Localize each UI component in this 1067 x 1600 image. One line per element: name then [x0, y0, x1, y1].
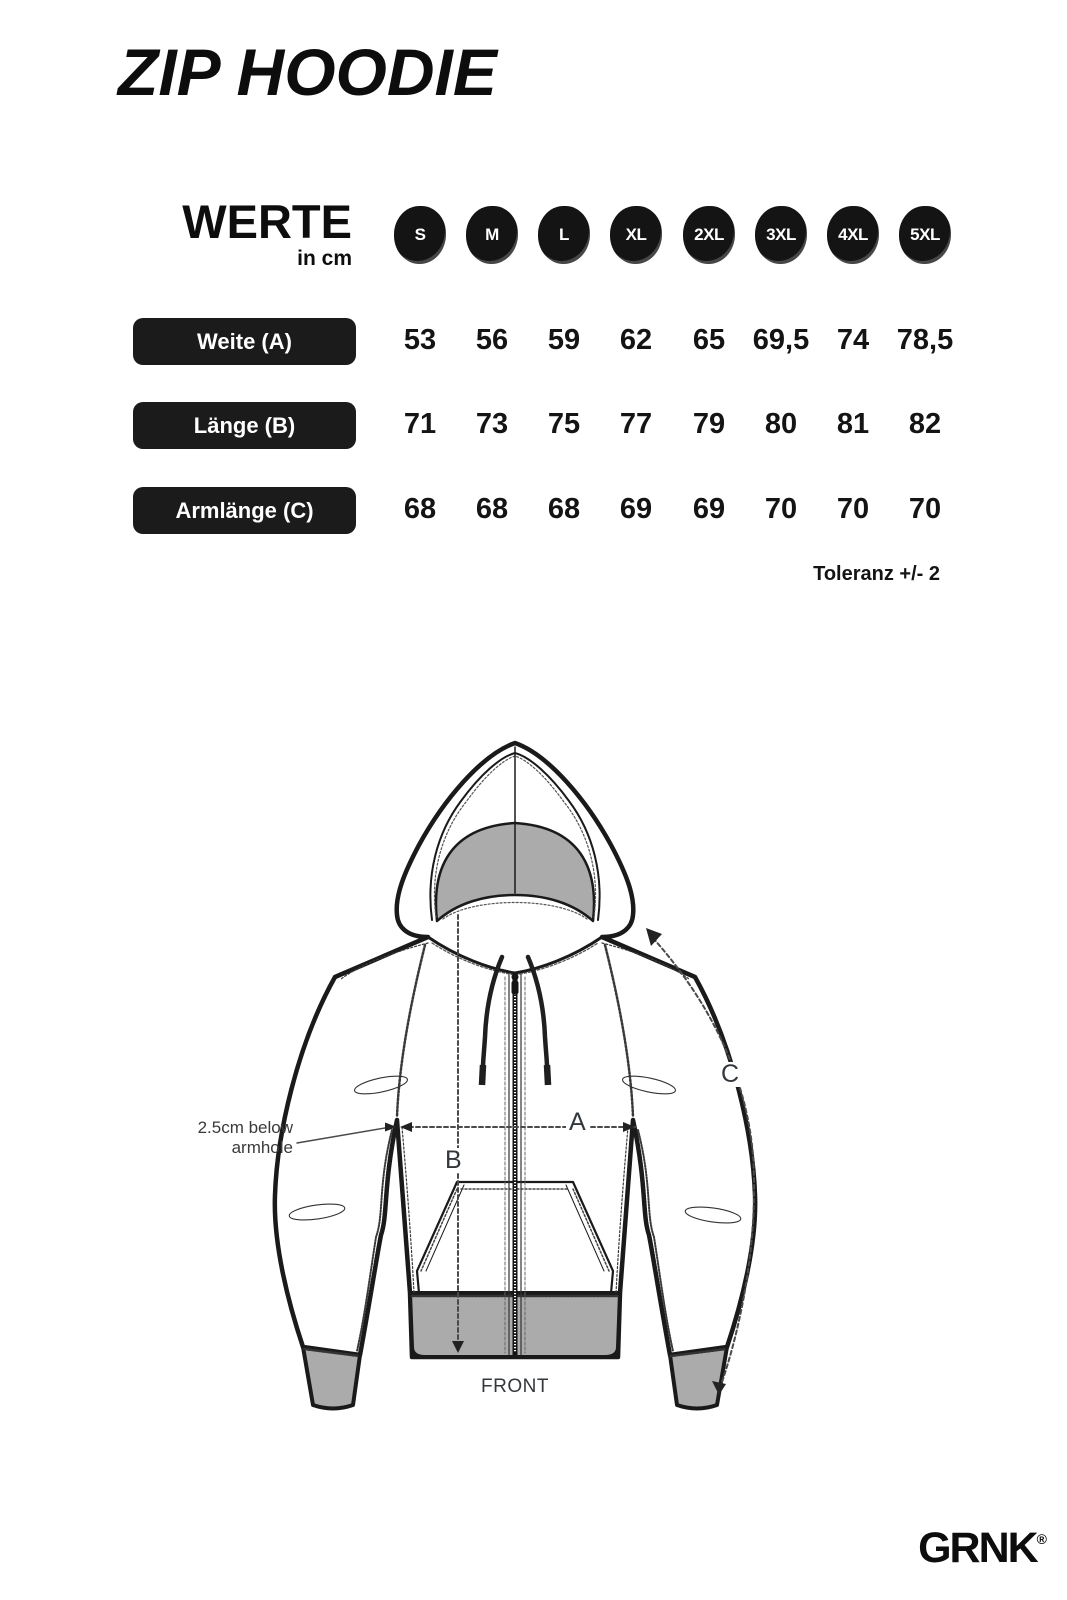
- measure-label-a: A: [566, 1110, 589, 1135]
- size-value: 75: [547, 408, 581, 440]
- size-badge-3xl: 3XL: [755, 206, 807, 264]
- hoodie-diagram: [185, 715, 845, 1415]
- size-value: 69,5: [752, 324, 810, 356]
- size-value: 68: [547, 493, 581, 525]
- size-value: 71: [403, 408, 437, 440]
- size-value: 69: [619, 493, 653, 525]
- size-badge-5xl: 5XL: [899, 206, 951, 264]
- registered-mark: ®: [1036, 1531, 1047, 1547]
- page-title: ZIP HOODIE: [118, 35, 497, 109]
- werte-label: WERTE: [182, 195, 352, 248]
- armhole-note: [158, 1118, 293, 1159]
- row-label-laenge: Länge (B): [133, 402, 356, 449]
- size-value: 82: [908, 408, 942, 440]
- tolerance-note: Toleranz +/- 2: [813, 563, 940, 585]
- size-value: 73: [475, 408, 509, 440]
- size-value: 81: [836, 408, 870, 440]
- size-value: 70: [764, 493, 798, 525]
- size-badge-m: M: [466, 206, 518, 264]
- armhole-note-line2: armhole: [231, 1138, 293, 1158]
- armhole-note-line1: 2.5cm below: [197, 1118, 293, 1137]
- size-badge-l: L: [538, 206, 590, 264]
- brand-logo: [918, 1524, 1047, 1573]
- row-label-weite: Weite (A): [133, 318, 356, 365]
- size-badge-xl: XL: [610, 206, 662, 264]
- size-value: 70: [908, 493, 942, 525]
- size-value: 74: [836, 324, 870, 356]
- measure-label-c: C: [718, 1062, 742, 1087]
- size-value: 68: [403, 493, 437, 525]
- size-value: 62: [619, 324, 653, 356]
- size-value: 78,5: [896, 324, 954, 356]
- size-value: 70: [836, 493, 870, 525]
- werte-block: [150, 195, 352, 271]
- size-value: 53: [403, 324, 437, 356]
- unit-label: in cm: [297, 247, 352, 270]
- size-value: 79: [692, 408, 726, 440]
- measure-label-b: B: [442, 1148, 465, 1173]
- size-badge-4xl: 4XL: [827, 206, 879, 264]
- front-label: FRONT: [481, 1376, 549, 1397]
- size-value: 68: [475, 493, 509, 525]
- size-value: 59: [547, 324, 581, 356]
- size-value: 69: [692, 493, 726, 525]
- row-label-armlaenge: Armlänge (C): [133, 487, 356, 534]
- size-value: 65: [692, 324, 726, 356]
- size-badge-s: S: [394, 206, 446, 264]
- size-value: 80: [764, 408, 798, 440]
- brand-logo-text: GRNK: [918, 1524, 1037, 1572]
- size-value: 56: [475, 324, 509, 356]
- size-badge-2xl: 2XL: [683, 206, 735, 264]
- size-value: 77: [619, 408, 653, 440]
